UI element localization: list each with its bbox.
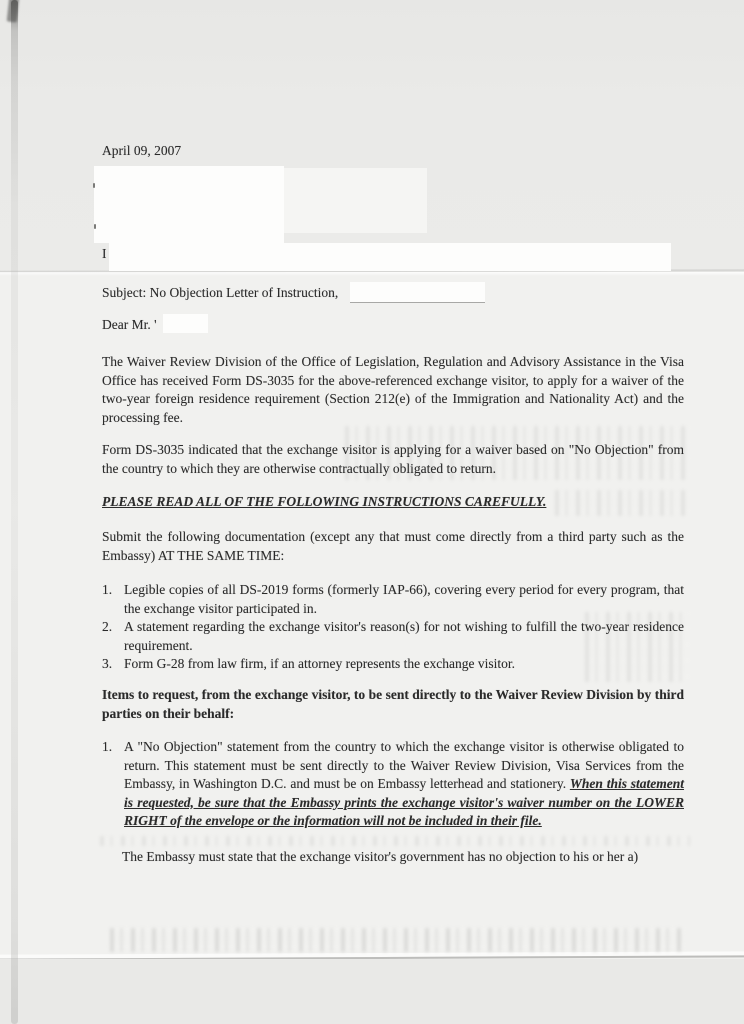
paragraph-form-ds3035: Form DS-3035 indicated that the exchange visitor is applying for a waiver based on "No Objection" from the country to which they are otherwise contractually obligated to return. [102,442,684,476]
list-item-text: Form G-28 from law firm, if an attorney represents the exchange visitor. [124,656,516,671]
letter-date: April 09, 2007 [102,143,182,158]
list-item [102,738,684,831]
page-left-edge [11,0,18,1024]
salutation-text: Dear Mr. [102,317,151,332]
redacted-subject-block [350,282,485,303]
paragraph-embassy-must-state: The Embassy must state that the exchange visitor's government has no objection to his or her a) [122,849,639,864]
items-to-request-heading: Items to request, from the exchange visitor, to be sent directly to the Waiver Review Division by third parties on their behalf: [102,687,684,721]
redacted-address-line-block [109,243,671,271]
paragraph-submit-documentation: Submit the following documentation (except any that must come directly from a third party such as the Embassy) AT THE SAME TIME: [102,529,684,563]
waiver-number-warning-text: When this statement is requested, be sure that the Embassy prints the exchange visitor's waiver number on the LOWER RIGHT of the envelope or the information will not be included in their file. [124,776,685,828]
list-item-number: 2. [102,619,113,634]
page-seam-top-highlight [0,272,744,276]
list-item-text: Legible copies of all DS-2019 forms (formerly IAP-66), covering every period for every program, that the exchange visitor participated in. [124,582,684,616]
stray-mark [93,183,95,188]
bleed-through-texture [110,928,685,952]
paragraph-waiver-review: The Waiver Review Division of the Office of Legislation, Regulation and Advisory Assistance in the Visa Office has received Form DS-3035 for the above-referenced exchange visitor, to apply for a waiver of the two-year foreign residence requirement (Section 212(e) of the Immigration and Nationality Act) and the processing fee. [102,354,684,425]
scan-bottom-band [0,959,744,1024]
stray-mark [94,224,96,229]
list-item-text [124,738,684,831]
list-item-number: 1. [102,739,113,754]
third-party-list [102,738,684,831]
list-item-number: 3. [102,656,113,671]
bleed-through-texture [100,836,690,846]
list-item [102,655,684,674]
subject-line: Subject: No Objection Letter of Instruction, [102,285,339,300]
redacted-name-block [163,314,208,333]
redacted-address-shadow [283,168,427,233]
address-remnant-line: I [102,246,107,261]
documentation-list [102,581,684,674]
list-item-text: A statement regarding the exchange visitor's reason(s) for not wishing to fulfill the two-year residence requirement. [124,619,684,653]
list-item [102,581,684,618]
salutation-remnant: ' [154,317,157,332]
instructions-heading: PLEASE READ ALL OF THE FOLLOWING INSTRUCTIONS CAREFULLY. [102,494,547,509]
no-objection-statement-text: A "No Objection" statement from the country to which the exchange visitor is otherwise obligated to return. This statement must be sent directly to the Waiver Review Division, Visa Services from the Embassy, in Washington D.C. and must be on Embassy letterhead and stationery. [124,739,684,791]
list-item-number: 1. [102,582,113,597]
list-item [102,618,684,655]
redacted-address-block [94,166,284,243]
